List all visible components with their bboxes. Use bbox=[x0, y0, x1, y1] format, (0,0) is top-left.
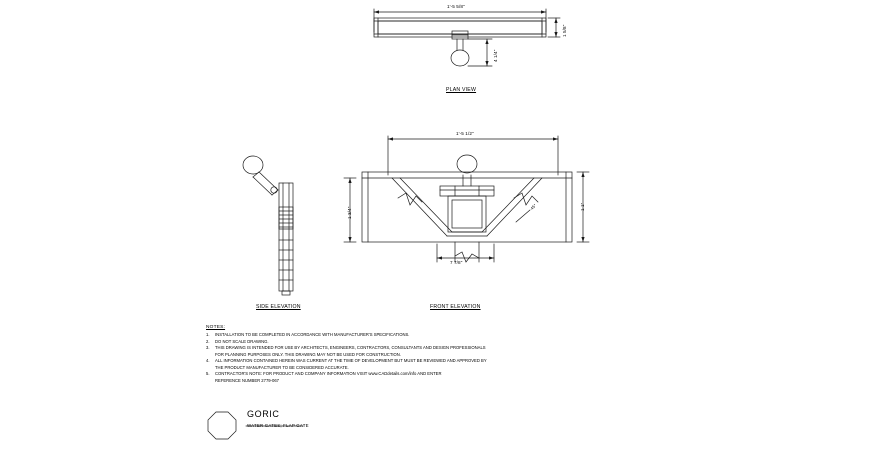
notes-heading: NOTES: bbox=[206, 325, 226, 330]
dim-front-bottom: 7 7/8" bbox=[450, 260, 463, 265]
note-text: INSTALLATION TO BE COMPLETED IN ACCORDANCE WITH MANUFACTURER'S SPECIFICATIONS. bbox=[215, 332, 410, 337]
dim-front-height-right: 1 1" bbox=[580, 202, 585, 211]
notes-block bbox=[206, 325, 626, 384]
note-number: 4. bbox=[206, 358, 210, 363]
note-subtext: THE PRODUCT MANUFACTURER TO BE CONSIDERED ACCURATE. bbox=[215, 364, 349, 370]
brand-subtitle: WATER GATES; FLAP GATE bbox=[247, 423, 309, 428]
note-item bbox=[206, 345, 626, 352]
dim-plan-depth-right: 1 5/8" bbox=[562, 24, 567, 37]
note-text: CONTRACTOR'S NOTE: FOR PRODUCT AND COMPANY INFORMATION VISIT www.CADdetails.com/info AND ENTER bbox=[215, 371, 442, 376]
note-number: 3. bbox=[206, 345, 210, 350]
dim-front-width: 1'-5 1/2" bbox=[456, 131, 474, 136]
octagon-logo-icon bbox=[208, 404, 244, 438]
view-title-front: FRONT ELEVATION bbox=[430, 304, 481, 310]
view-title-plan: PLAN VIEW bbox=[446, 87, 477, 93]
note-subtext: REFERENCE NUMBER 2779-067 bbox=[215, 377, 279, 383]
title-block bbox=[208, 404, 309, 438]
note-subtext: FOR PLANNING PURPOSES ONLY. THIS DRAWING MAY NOT BE USED FOR CONSTRUCTION. bbox=[215, 351, 401, 357]
note-text: ALL INFORMATION CONTAINED HEREIN WAS CURRENT AT THE TIME OF DEVELOPMENT BUT MUST BE REVIEWED AND APPROVED BY bbox=[215, 358, 487, 363]
note-number: 1. bbox=[206, 332, 210, 337]
note-number: 5. bbox=[206, 371, 210, 376]
view-title-side: SIDE ELEVATION bbox=[256, 304, 301, 310]
note-text: DO NOT SCALE DRAWING. bbox=[215, 338, 269, 344]
dim-plan-center-offset: 4 1/4" bbox=[493, 49, 498, 62]
note-item bbox=[206, 371, 626, 378]
dim-plan-width: 1'-5 5/8" bbox=[447, 4, 465, 9]
note-number: 2. bbox=[206, 338, 210, 344]
dim-front-height-left: 1 3/4" bbox=[347, 206, 352, 219]
note-item bbox=[206, 358, 626, 365]
dim-front-angle: 45° bbox=[529, 202, 538, 211]
title-block-text bbox=[244, 404, 309, 428]
note-text: THIS DRAWING IS INTENDED FOR USE BY ARCHITECTS, ENGINEERS, CONTRACTORS, CONSULTANTS AND DESIGN PROFESSIONALS bbox=[215, 345, 486, 350]
brand-name: GORIC bbox=[247, 409, 280, 419]
